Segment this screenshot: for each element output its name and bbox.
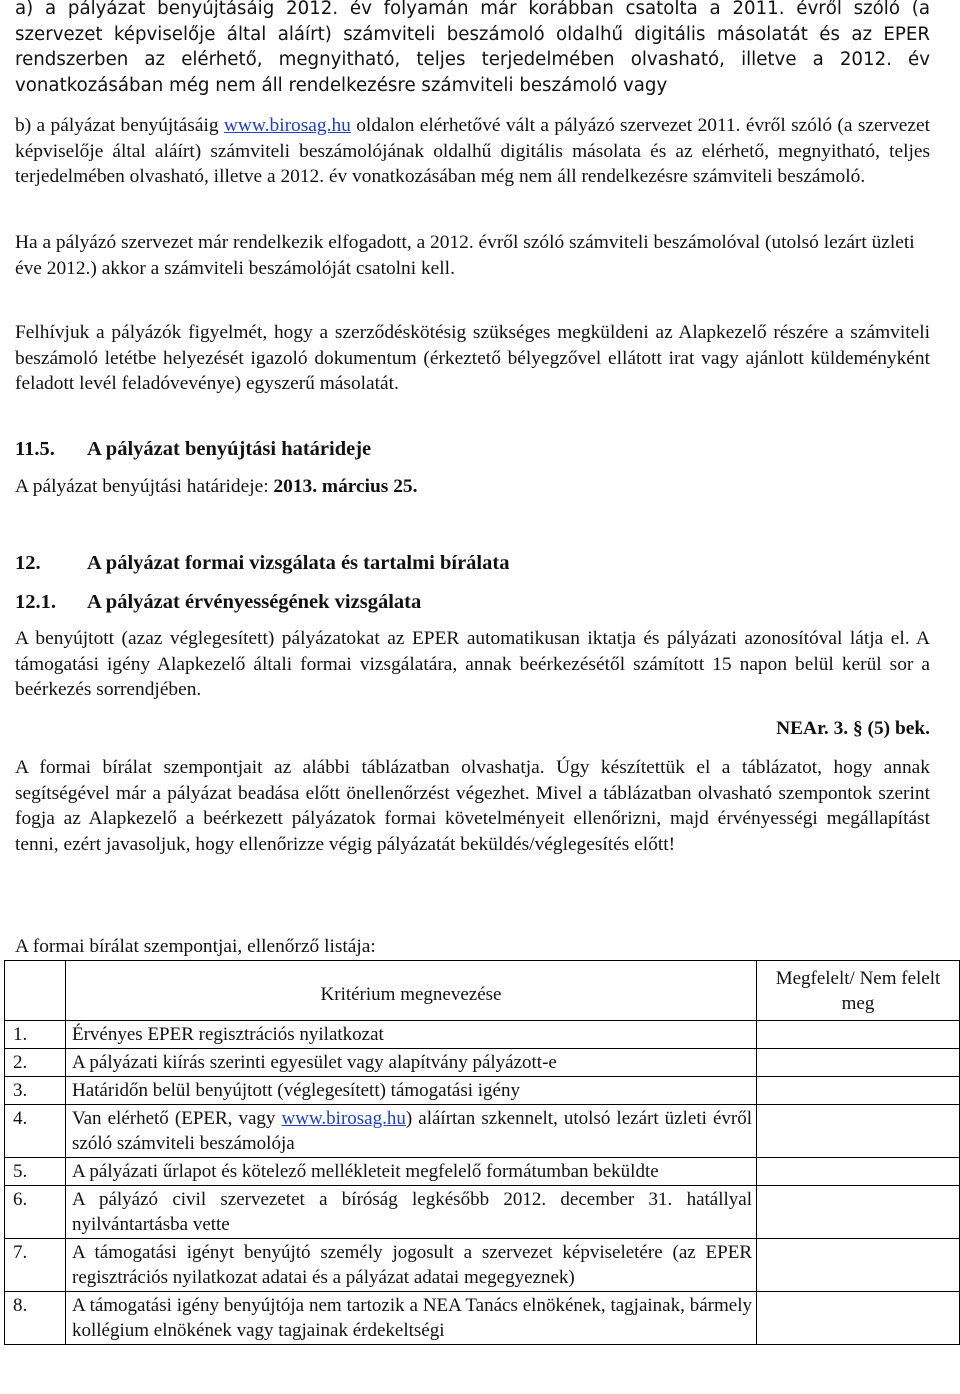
row-number: 4. (5, 1105, 66, 1158)
birosag-link[interactable]: www.birosag.hu (281, 1108, 406, 1129)
table-row (5, 1105, 960, 1158)
row-criterion: A támogatási igényt benyújtó személy jogosult a szervezet képviseletére (az EPER regisztrációs nyilatkozat adatai és a pályázat adatai megegyeznek) (66, 1239, 757, 1292)
paragraph-felhivjuk: Felhívjuk a pályázók figyelmét, hogy a szerződéskötésig szükséges megküldeni az Alapkezelő részére a számviteli beszámoló letétbe helyezését igazoló dokumentum (érkeztető bélyegzővel ellátott irat vagy ajánlott küldeményként feladott levél feladóvevénye) egyszerű másolatát. (15, 322, 930, 394)
row-criterion: A pályázati űrlapot és kötelező mellékleteit megfelelő formátumban beküldte (66, 1158, 757, 1186)
section-title: A pályázat érvényességének vizsgálata (87, 591, 422, 613)
row-criterion: Van elérhető (EPER, vagy www.birosag.hu) aláírtan szkennelt, utolsó lezárt üzleti évről szóló számviteli beszámolója (66, 1105, 757, 1158)
deadline-label: A pályázat benyújtási határideje: (15, 476, 274, 497)
paragraph-ha: Ha a pályázó szervezet már rendelkezik elfogadott, a 2012. évről szóló számviteli beszámolóval (utolsó lezárt üzleti éve 2012.) akkor a számviteli beszámolóját csatolni kell. (15, 232, 915, 279)
row-criterion: A támogatási igény benyújtója nem tartozik a NEA Tanács elnökének, tagjainak, bármely kollégium elnökének vagy tagjainak érdekeltségi (66, 1292, 757, 1345)
row-number: 8. (5, 1292, 66, 1345)
row-number: 7. (5, 1239, 66, 1292)
table-row (5, 1292, 960, 1345)
table-row (5, 1077, 960, 1105)
row-status-cell[interactable] (757, 1021, 960, 1049)
row-status-cell[interactable] (757, 1292, 960, 1345)
row-criterion: Érvényes EPER regisztrációs nyilatkozat (66, 1021, 757, 1049)
row-status-cell[interactable] (757, 1105, 960, 1158)
table-header-row (5, 961, 960, 1021)
legal-reference: NEAr. 3. § (5) bek. (776, 718, 930, 739)
criteria-table (4, 960, 960, 1345)
paragraph-option-b: b) a pályázat benyújtásáig www.birosag.hu oldalon elérhetővé vált a pályázó szervezet 2011. évről szóló (a szervezet képviselője által aláírt) számviteli beszámolójának oldalhű digitális másolata és az elérhető, megnyitható, teljes terjedelmében olvasható, illetve a 2012. év vonatkozásában még nem áll rendelkezésre számviteli beszámoló. (15, 115, 930, 187)
row-status-cell[interactable] (757, 1239, 960, 1292)
row-status-cell[interactable] (757, 1049, 960, 1077)
section-title: A pályázat formai vizsgálata és tartalmi bírálata (87, 552, 510, 574)
row-status-cell[interactable] (757, 1186, 960, 1239)
row-criterion: Határidőn belül benyújtott (véglegesített) támogatási igény (66, 1077, 757, 1105)
table-row (5, 1021, 960, 1049)
section-number: 12.1. (15, 591, 56, 613)
section-title: A pályázat benyújtási határideje (87, 438, 372, 460)
table-row (5, 1239, 960, 1292)
paragraph-option-a-text: a) a pályázat benyújtásáig 2012. év folyamán már korábban csatolta a 2011. évről szóló (a szervezet képviselője által aláírt) számviteli beszámoló oldalhű digitális másolatát és az EPER rendszerben az elérhető, megnyitható, teljes terjedelmében olvasható, illetve a 2012. év vonatkozásában még nem áll rendelkezésre számviteli beszámoló vagy (15, 0, 930, 96)
row-number: 2. (5, 1049, 66, 1077)
header-status: Megfelelt/ Nem felelt meg (757, 961, 960, 1021)
row-criterion: A pályázati kiírás szerinti egyesület vagy alapítvány pályázott-e (66, 1049, 757, 1077)
row-status-cell[interactable] (757, 1158, 960, 1186)
header-criterion: Kritérium megnevezése (66, 961, 757, 1021)
section-number: 11.5. (15, 438, 55, 460)
row-number: 1. (5, 1021, 66, 1049)
section-12-heading (15, 550, 509, 576)
table-caption: A formai bírálat szempontjai, ellenőrző listája: (15, 936, 376, 957)
birosag-link[interactable]: www.birosag.hu (223, 115, 351, 136)
row-criterion: A pályázó civil szervezetet a bíróság legkésőbb 2012. december 31. hatállyal nyilvántartásba vette (66, 1186, 757, 1239)
header-number-cell (5, 961, 66, 1021)
paragraph-benyujtott: A benyújtott (azaz véglegesített) pályázatokat az EPER automatikusan iktatja és pályázati azonosítóval látja el. A támogatási igény Alapkezelő általi formai vizsgálatára, annak beérkezésétől számított 15 napon belül kerül sor a beérkezés sorrendjében. (15, 628, 930, 700)
deadline-line (15, 474, 930, 500)
row-number: 5. (5, 1158, 66, 1186)
deadline-value: 2013. március 25. (273, 476, 418, 497)
paragraph-option-a (15, 0, 930, 98)
table-row (5, 1158, 960, 1186)
table-row (5, 1049, 960, 1077)
paragraph-formai: A formai bírálat szempontjait az alábbi táblázatban olvashatja. Úgy készítettük el a táblázatot, hogy annak segítségével már a pályázat beadása előtt önellenőrzést végezhet. Mivel a táblázatban olvasható szempontok szerint fogja az Alapkezelő a beérkezett pályázatok formai követelményeit ellenőrizni, majd érvényességi megállapítást tenni, ezért javasoljuk, hogy ellenőrizze végig pályázatát beküldés/véglegesítés előtt! (15, 757, 930, 855)
row-status-cell[interactable] (757, 1077, 960, 1105)
row-number: 3. (5, 1077, 66, 1105)
row-number: 6. (5, 1186, 66, 1239)
section-12-1-heading (15, 589, 421, 615)
section-number: 12. (15, 552, 41, 574)
section-11-5-heading (15, 436, 371, 462)
table-row (5, 1186, 960, 1239)
